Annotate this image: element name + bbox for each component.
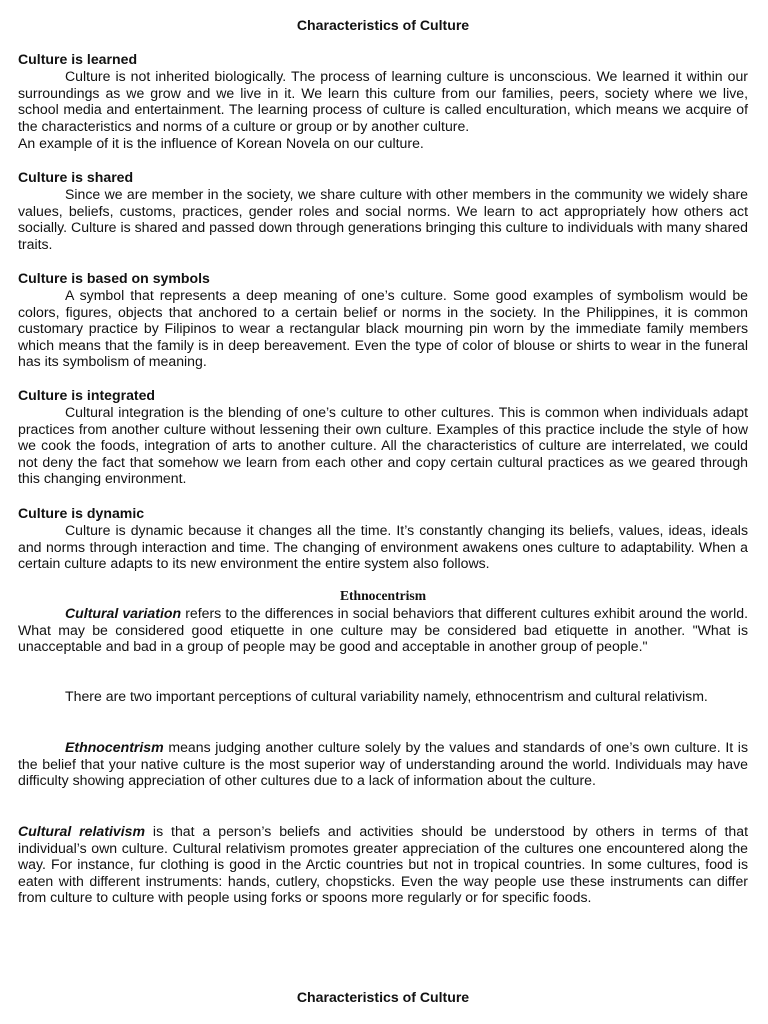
section-example-learned: An example of it is the influence of Korean Novela on our culture. (18, 135, 424, 151)
term-cultural-relativism: Cultural relativism (18, 823, 145, 839)
document-page (18, 0, 748, 1024)
section-heading-integrated: Culture is integrated (18, 387, 156, 403)
paragraph-cultural-relativism (18, 823, 748, 906)
section-heading-shared: Culture is shared (18, 169, 134, 185)
section-heading-dynamic: Culture is dynamic (18, 505, 145, 521)
section-text-dynamic: Culture is dynamic because it changes all the time. It’s constantly changing its beliefs, values, ideas, ideals and norms through interaction and time. The changing of environment awakens ones culture to adaptability. When a certain culture adapts to its new environment the entire system also follows. (18, 522, 748, 572)
footer-title: Characteristics of Culture (296, 989, 470, 1005)
section-text-shared: Since we are member in the society, we share culture with other members in the community we widely share values, beliefs, customs, practices, gender roles and social norms. We learn to act appropriately how others act socially. Culture is shared and passed down through generations bringing this culture to individuals with many shared traits. (18, 186, 748, 252)
ethnocentrism-title: Ethnocentrism (339, 588, 427, 603)
paragraph-cultural-variation-text: refers to the differences in social behaviors that different cultures exhibit around the world. What may be considered good etiquette in one culture may be considered bad etiquette in another. "What is unacceptable and bad in a group of people may be good and acceptable in another group of people." (18, 605, 749, 655)
paragraph-ethnocentrism-text: means judging another culture solely by the values and standards of one’s own culture. It is the belief that your native culture is the most superior way of understanding around the world. Individuals may have difficulty showing appreciation of other cultures due to a lack of information about the culture. (18, 739, 748, 789)
section-text-symbols: A symbol that represents a deep meaning of one’s culture. Some good examples of symbolism would be colors, figures, objects that anchored to a certain belief or norms in the society. In the Philippines, it is common customary practice by Filipinos to wear a rectangular black mourning pin worn by the immediate family members which means that the family is in deep bereavement. Even the type of color of blouse or shirts to wear in the funeral has its symbolism of meaning. (18, 287, 748, 370)
paragraph-cultural-relativism-text: is that a person’s beliefs and activities should be understood by others in terms of that individual’s own culture. Cultural relativism promotes greater appreciation of the cultures one encountered along the way. For instance, fur clothing is good in the Arctic countries but not in tropical countries. In some cultures, food is eaten with different instruments: hands, cutlery, chopsticks. Even the way people use these instruments can differ from culture to culture with people using forks or spoons more regularly or for specific foods. (18, 823, 748, 906)
section-heading-learned: Culture is learned (18, 51, 138, 67)
term-cultural-variation: Cultural variation (65, 605, 182, 621)
section-text-integrated: Cultural integration is the blending of one’s culture to other cultures. This is common when individuals adapt practices from another culture without lessening their own culture. Examples of this practice include the style of how we cook the foods, integration of arts to another culture. All the characteristics of culture are interrelated, we could not deny the fact that somehow we learn from each other and copy certain cultural practices as we geared through this changing environment. (18, 404, 748, 487)
paragraph-cultural-variability: There are two important perceptions of cultural variability namely, ethnocentrism and cultural relativism. (65, 688, 708, 704)
page-title: Characteristics of Culture (296, 17, 470, 33)
paragraph-ethnocentrism (18, 739, 748, 789)
section-heading-symbols: Culture is based on symbols (18, 270, 210, 286)
term-ethnocentrism: Ethnocentrism (65, 739, 164, 755)
section-text-learned: Culture is not inherited biologically. The process of learning culture is unconscious. We learned it within our surroundings as we grow and we live in it. We learn this culture from our families, peers, society where we live, school media and entertainment. The learning process of culture is called enculturation, which means we acquire of the characteristics and norms of a culture or group or by another culture. (18, 68, 748, 134)
paragraph-cultural-variation (18, 605, 748, 655)
